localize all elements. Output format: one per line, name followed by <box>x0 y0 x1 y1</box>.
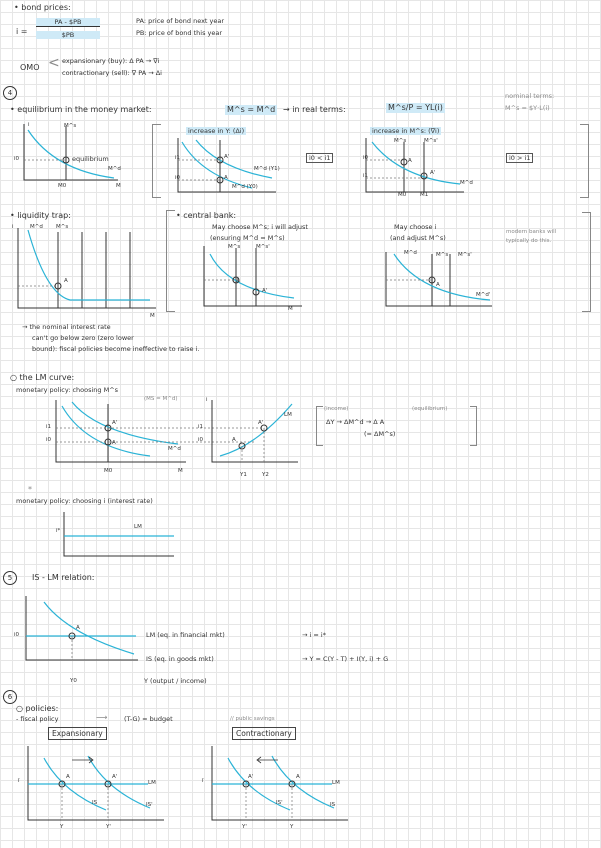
nominal-terms-label: nominal terms: <box>505 92 555 100</box>
lm2-a1-label: A' <box>258 420 264 426</box>
ms-eq-md-note: (MS = M^d) <box>144 396 178 402</box>
bracket-left <box>152 124 161 198</box>
con-is-label: IS <box>330 802 336 808</box>
is-line-desc: IS (eq. in goods mkt) <box>146 655 214 663</box>
bond-note-pa: PA: price of bond next year <box>136 17 225 25</box>
cb2-ms1-label: M^s' <box>458 252 472 258</box>
nominal-note-1: → the nominal interest rate <box>22 323 111 331</box>
lt-a-label: A <box>64 278 68 284</box>
liquidity-trap-heading: • liquidity trap: <box>10 211 71 220</box>
islm-i0-label: i0 <box>14 632 20 638</box>
cb1-m-label: M <box>288 306 293 312</box>
cb2-md1-label: M^d' <box>476 292 491 298</box>
exp-lm-label: LM <box>148 780 156 786</box>
exp-a-label: A <box>66 774 70 780</box>
exp-y1-label: Y' <box>106 824 111 830</box>
g3-m0-label: M0 <box>398 192 407 198</box>
graph-increase-ms <box>360 136 470 198</box>
bond-note-pb: PB: price of bond this year <box>136 29 223 37</box>
lm2-y2-label: Y2 <box>262 472 269 478</box>
exp-ibar-label: ī <box>18 778 20 784</box>
islm-y0-label: Y0 <box>70 678 77 684</box>
money-eq-nominal: M^s = M^d <box>227 105 276 114</box>
g2-md-y1-label: M^d (Y1) <box>254 166 280 172</box>
exp-is-label: IS <box>92 800 98 806</box>
g3-md-label: M^d <box>460 180 473 186</box>
i0-lt-i1-box: i0 < i1 <box>306 153 333 163</box>
increase-y-label: increase in Y: (Δi) <box>188 127 245 135</box>
nominal-note-2: can't go below zero (zero lower <box>32 334 134 342</box>
con-y-label: Y <box>290 824 294 830</box>
formula-lhs: i = <box>16 27 28 36</box>
cb-text-1: May choose M^s; i will adjust <box>212 223 308 231</box>
graph-contractionary <box>202 744 352 828</box>
lt-md-label: M^d <box>30 224 43 230</box>
exp-y-label: Y <box>60 824 64 830</box>
lt-i-label: i <box>12 224 14 230</box>
g1-i0-label: i0 <box>14 156 20 162</box>
con-a-label: A <box>296 774 300 780</box>
increase-ms-label: increase in M^s: (∇i) <box>372 127 440 135</box>
cb1-ms-label: M^s <box>228 244 241 250</box>
lm-note-bracket-left <box>316 406 323 446</box>
lm1-a-label: A <box>112 440 116 446</box>
g2-md-y0-label: M^d (Y0) <box>232 184 258 190</box>
g1-m0-label: M0 <box>58 183 67 189</box>
lm-line-desc: LM (eq. in financial mkt) <box>146 631 225 639</box>
g3-a-label: A <box>408 158 412 164</box>
central-bank-heading: • central bank: <box>176 211 237 220</box>
lm2-y1-label: Y1 <box>240 472 247 478</box>
tg-budget: (T-G) = budget <box>124 715 173 723</box>
fiscal-policy-label: - fiscal policy <box>16 715 59 723</box>
lm-chain-2: (= ΔM^s) <box>364 430 396 438</box>
graph-lm-flat <box>58 510 178 560</box>
lm-line-eq: → i = i* <box>302 631 326 639</box>
formula-denominator: $PB <box>36 31 100 39</box>
graph-lm-curve <box>206 398 302 470</box>
g3-i1-label: i1 <box>363 173 369 179</box>
graph-lm-money <box>40 398 190 470</box>
cb1-a1-label: A' <box>262 288 268 294</box>
omo-brace: < <box>48 55 60 71</box>
cb-text-2: (ensuring M^d = M^s) <box>210 234 285 242</box>
section-number-4: 4 <box>3 86 17 100</box>
money-market-heading: • equilibrium in the money market: <box>10 105 152 114</box>
cb2-a-label: A <box>436 282 440 288</box>
g2-i1-label: i1 <box>175 155 181 161</box>
lm1-m0-label: M0 <box>104 468 113 474</box>
con-lm-label: LM <box>332 780 340 786</box>
exp-is1-label: IS' <box>146 802 153 808</box>
omo-contractionary: contractionary (sell): ∇ PA → Δi <box>62 69 162 77</box>
cb-text-3: May choose i <box>394 223 437 231</box>
star-mark: * <box>28 485 32 494</box>
section-number-6: 6 <box>3 690 17 704</box>
y-output-label: Y (output / income) <box>144 677 207 685</box>
expansionary-box: Expansionary <box>48 727 107 740</box>
lt-m-label: M <box>150 313 155 319</box>
real-terms-label: → in real terms: <box>283 105 346 114</box>
exp-a1-label: A' <box>112 774 118 780</box>
is-lm-heading: IS - LM relation: <box>32 573 95 582</box>
section-number-5: 5 <box>3 571 17 585</box>
lm2-a-label: A <box>232 437 236 443</box>
lm2-i1-label: i0 <box>198 437 204 443</box>
bond-prices-heading: • bond prices: <box>14 3 71 12</box>
lm1-i1-label: i1 <box>46 424 52 430</box>
g3-m1-label: M1 <box>420 192 429 198</box>
graph-cb-i <box>380 250 500 312</box>
lt-ms-label: M^s <box>56 224 69 230</box>
graph-expansionary <box>18 744 168 828</box>
g3-ms-label: M^s <box>394 138 407 144</box>
cb1-ms1-label: M^s' <box>256 244 270 250</box>
graph-cb-ms <box>198 244 308 314</box>
g3-ms1-label: M^s' <box>424 138 438 144</box>
g1-ms-label: M^s <box>64 123 77 129</box>
monetary-choosing-i: monetary policy: choosing i (interest rate) <box>16 497 153 505</box>
lm2-i2-label: i1 <box>198 424 204 430</box>
lm1-m-label: M <box>178 468 183 474</box>
g1-equilibrium-label: equilibrium <box>72 155 109 163</box>
cb-bracket-left <box>166 210 175 312</box>
omo-label: OMO <box>20 63 40 72</box>
cb-text-4: (and adjust M^s) <box>390 234 446 242</box>
is-line-eq: → Y = C(Y - T) + I(Y, i) + G <box>302 655 389 663</box>
lmflat-lm-label: LM <box>134 524 142 530</box>
omo-expansionary: expansionary (buy): Δ PA → ∇i <box>62 57 160 65</box>
policies-heading: ○ policies: <box>16 704 59 713</box>
equilibrium-note: (equilibrium) <box>412 406 448 412</box>
g2-a-label: A <box>224 175 228 181</box>
lmflat-istar-label: i* <box>56 528 61 534</box>
money-eq-real: M^s/P = YL(i) <box>388 103 443 112</box>
i0-gt-i1-box: i0 > i1 <box>506 153 533 163</box>
modern-banks-note: modern banks will typically do this. <box>506 229 557 244</box>
contractionary-box: Contractionary <box>232 727 296 740</box>
g3-i0-label: i0 <box>363 155 369 161</box>
g2-a1-label: A' <box>224 154 230 160</box>
con-a1-label: A' <box>248 774 254 780</box>
con-is1-label: IS' <box>276 800 283 806</box>
fiscal-arrow: ⟶ <box>96 713 108 722</box>
con-y1-label: Y' <box>242 824 247 830</box>
income-note: (income) <box>324 406 349 412</box>
islm-a-label: A <box>76 625 80 631</box>
lm1-md-label: M^d <box>168 446 181 452</box>
lm2-lm-label: LM <box>284 412 292 418</box>
nominal-note-3: bound): fiscal policies become ineffective to raise i. <box>32 345 200 353</box>
g1-md-label: M^d <box>108 166 121 172</box>
lm-chain: ΔY → ΔM^d → Δ A <box>326 418 385 426</box>
lm2-i-label: i <box>206 397 208 403</box>
g1-m-label: M <box>116 183 121 189</box>
cb2-md-label: M^d <box>404 250 417 256</box>
monetary-choosing-ms: monetary policy: choosing M^s <box>16 386 119 394</box>
lm1-a1-label: A' <box>112 420 118 426</box>
con-ibar-label: ī <box>202 778 204 784</box>
graph-liquidity-trap <box>10 224 160 316</box>
public-savings-note: // public savings <box>230 716 275 722</box>
cb2-ms-label: M^s <box>436 252 449 258</box>
formula-numerator: PA - $PB <box>36 18 100 27</box>
g1-i-label: i <box>28 122 30 128</box>
cb-bracket-right <box>582 212 591 312</box>
g2-i0-label: i0 <box>175 175 181 181</box>
lm-note-bracket-right <box>470 406 477 446</box>
nominal-terms-eq: M^s = $Y·L(i) <box>505 104 550 112</box>
lm-heading: ○ the LM curve: <box>10 373 75 382</box>
bracket-right <box>580 124 589 198</box>
cb1-a-label: A <box>236 278 240 284</box>
g3-a1-label: A' <box>430 170 436 176</box>
lm1-i0-label: i0 <box>46 437 52 443</box>
